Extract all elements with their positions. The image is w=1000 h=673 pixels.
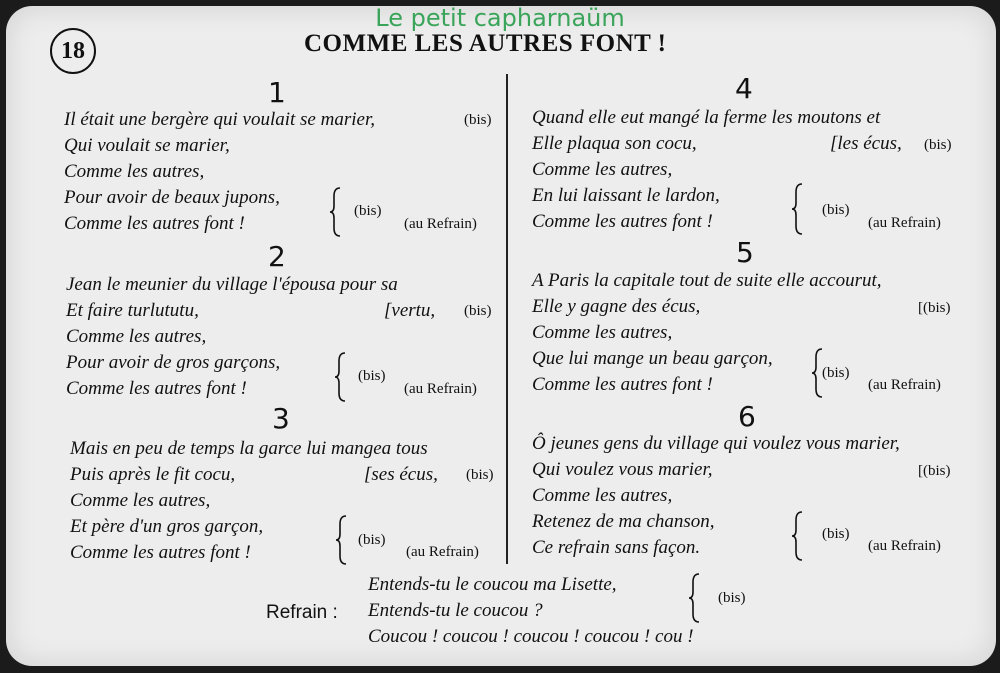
verse-line: Pour avoir de gros garçons, bbox=[66, 352, 281, 373]
card-number-badge: 18 bbox=[50, 28, 96, 74]
verse-line: Puis après le fit cocu, bbox=[70, 464, 236, 485]
verse-line: Comme les autres, bbox=[532, 322, 673, 343]
curly-brace-icon bbox=[330, 186, 344, 238]
verse-line: Et père d'un gros garçon, bbox=[70, 516, 264, 537]
verse-line: Ô jeunes gens du village qui voulez vous marier, bbox=[532, 433, 900, 454]
au-refrain-label: (au Refrain) bbox=[404, 216, 477, 232]
bis-label: [(bis) bbox=[918, 300, 951, 316]
verse-line: Ce refrain sans façon. bbox=[532, 537, 701, 558]
curly-brace-icon bbox=[336, 514, 350, 566]
verse-line: Qui voulez vous marier, bbox=[532, 459, 713, 480]
verse-line: Il était une bergère qui voulait se marier, bbox=[64, 109, 375, 130]
verse-line: Elle y gagne des écus, bbox=[532, 296, 701, 317]
verse-number: 1 bbox=[268, 76, 286, 109]
verse-line: Comme les autres, bbox=[532, 485, 673, 506]
verse-overflow: [les écus, bbox=[830, 133, 902, 154]
refrain-label: Refrain : bbox=[266, 602, 338, 623]
au-refrain-label: (au Refrain) bbox=[868, 538, 941, 554]
bis-label: (bis) bbox=[354, 203, 382, 219]
verse-line: Retenez de ma chanson, bbox=[532, 511, 715, 532]
curly-brace-icon bbox=[335, 351, 349, 403]
curly-brace-icon bbox=[689, 572, 703, 624]
verse-line: Comme les autres, bbox=[70, 490, 211, 511]
verse-line: Comme les autres font ! bbox=[532, 374, 713, 395]
bis-label: (bis) bbox=[924, 137, 952, 153]
verse-line: Comme les autres font ! bbox=[64, 213, 245, 234]
verse-number: 6 bbox=[738, 400, 756, 433]
refrain-line: Coucou ! coucou ! coucou ! coucou ! cou ! bbox=[368, 626, 694, 647]
verse-number: 3 bbox=[272, 402, 290, 435]
bis-label: (bis) bbox=[822, 526, 850, 542]
verse-line: Mais en peu de temps la garce lui mangea tous bbox=[70, 438, 428, 459]
au-refrain-label: (au Refrain) bbox=[868, 215, 941, 231]
verse-line: A Paris la capitale tout de suite elle accourut, bbox=[532, 270, 882, 291]
bis-label: (bis) bbox=[822, 202, 850, 218]
bis-label: (bis) bbox=[718, 590, 746, 606]
verse-line: Pour avoir de beaux jupons, bbox=[64, 187, 280, 208]
verse-overflow: [vertu, bbox=[384, 300, 436, 321]
watermark: Le petit capharnaüm bbox=[375, 4, 625, 32]
verse-number: 4 bbox=[735, 72, 753, 105]
verse-line: Que lui mange un beau garçon, bbox=[532, 348, 773, 369]
au-refrain-label: (au Refrain) bbox=[868, 377, 941, 393]
verse-line: Et faire turlututu, bbox=[66, 300, 199, 321]
verse-line: Quand elle eut mangé la ferme les moutons et bbox=[532, 107, 881, 128]
bis-label: [(bis) bbox=[918, 463, 951, 479]
curly-brace-icon bbox=[792, 182, 806, 236]
verse-line: Comme les autres font ! bbox=[70, 542, 251, 563]
verse-line: Comme les autres, bbox=[64, 161, 205, 182]
bis-label: (bis) bbox=[358, 368, 386, 384]
au-refrain-label: (au Refrain) bbox=[404, 381, 477, 397]
verse-number: 2 bbox=[268, 240, 286, 273]
bis-label: (bis) bbox=[464, 303, 492, 319]
column-divider bbox=[506, 74, 508, 564]
au-refrain-label: (au Refrain) bbox=[406, 544, 479, 560]
verse-line: Comme les autres, bbox=[66, 326, 207, 347]
verse-line: Elle plaqua son cocu, bbox=[532, 133, 697, 154]
curly-brace-icon bbox=[792, 510, 806, 562]
bis-label: (bis) bbox=[464, 112, 492, 128]
refrain-line: Entends-tu le coucou ma Lisette, bbox=[368, 574, 617, 595]
verse-line: Jean le meunier du village l'épousa pour sa bbox=[66, 274, 398, 295]
refrain-line: Entends-tu le coucou ? bbox=[368, 600, 543, 621]
verse-line: En lui laissant le lardon, bbox=[532, 185, 720, 206]
verse-line: Comme les autres font ! bbox=[532, 211, 713, 232]
song-title: COMME LES AUTRES FONT ! bbox=[304, 30, 667, 57]
verse-line: Qui voulait se marier, bbox=[64, 135, 230, 156]
verse-line: Comme les autres font ! bbox=[66, 378, 247, 399]
verse-line: Comme les autres, bbox=[532, 159, 673, 180]
bis-label: (bis) bbox=[358, 532, 386, 548]
bis-label: (bis) bbox=[466, 467, 494, 483]
verse-number: 5 bbox=[736, 236, 754, 269]
bis-label: (bis) bbox=[822, 365, 850, 381]
verse-overflow: [ses écus, bbox=[364, 464, 438, 485]
